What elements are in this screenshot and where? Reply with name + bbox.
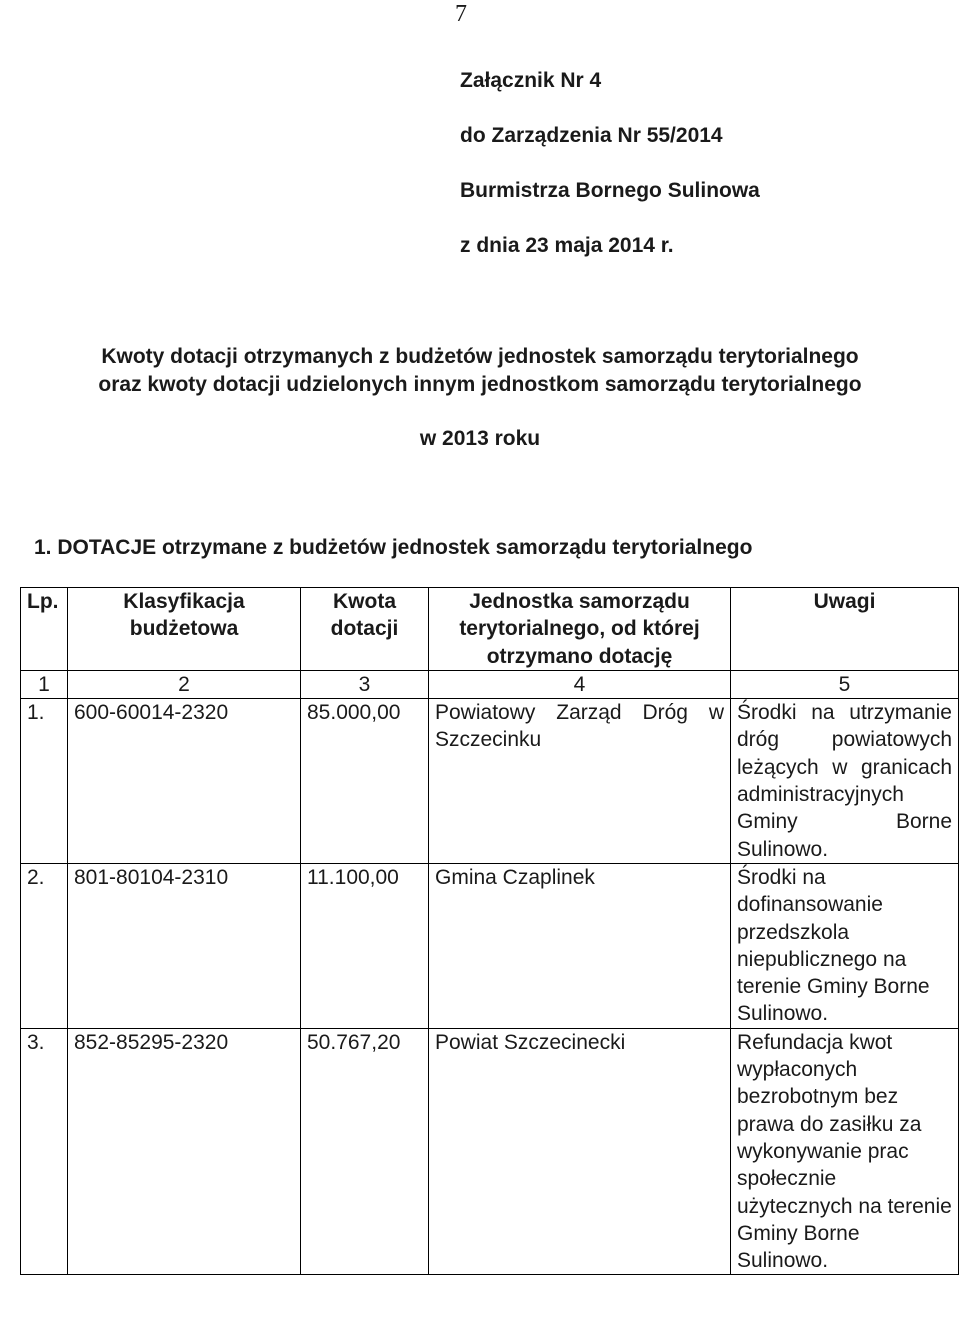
cell-jednostka: Gmina Czaplinek xyxy=(429,863,731,1028)
document-title-line-1: Kwoty dotacji otrzymanych z budżetów jednostek samorządu terytorialnego xyxy=(101,345,859,368)
annex-date: z dnia 23 maja 2014 r. xyxy=(460,234,674,257)
cell-klasyfikacja: 600-60014-2320 xyxy=(68,699,301,864)
annex-ordinance: do Zarządzenia Nr 55/2014 xyxy=(460,124,723,147)
cell-kwota: 50.767,20 xyxy=(301,1028,429,1275)
cell-klasyfikacja: 801-80104-2310 xyxy=(68,863,301,1028)
header-uwagi: Uwagi xyxy=(731,588,959,671)
cell-uwagi: Środki na dofinansowanie przedszkola niepublicznego na terenie Gminy Borne Sulinowo. xyxy=(731,863,959,1028)
header-kwota: Kwota dotacji xyxy=(301,588,429,671)
cell-uwagi: Środki na utrzymanie dróg powiatowych leżących w granicach administracyjnych Gminy Borne Sulinowo. xyxy=(731,699,959,864)
header-lp: Lp. xyxy=(21,588,68,671)
cell-jednostka: Powiatowy Zarząd Dróg w Szczecinku xyxy=(429,699,731,864)
column-number: 3 xyxy=(301,670,429,698)
header-klasyfikacja: Klasyfikacja budżetowa xyxy=(68,588,301,671)
column-number: 4 xyxy=(429,670,731,698)
column-number: 1 xyxy=(21,670,68,698)
table-row xyxy=(21,1028,959,1275)
cell-lp: 3. xyxy=(21,1028,68,1275)
cell-klasyfikacja: 852-85295-2320 xyxy=(68,1028,301,1275)
page-number: 7 xyxy=(455,1,467,27)
annex-number: Załącznik Nr 4 xyxy=(460,69,602,92)
cell-jednostka: Powiat Szczecinecki xyxy=(429,1028,731,1275)
cell-kwota: 11.100,00 xyxy=(301,863,429,1028)
table-row xyxy=(21,699,959,864)
column-number: 2 xyxy=(68,670,301,698)
table-row xyxy=(21,863,959,1028)
cell-lp: 2. xyxy=(21,863,68,1028)
table-header-row xyxy=(21,588,959,671)
cell-lp: 1. xyxy=(21,699,68,864)
column-number: 5 xyxy=(731,670,959,698)
annex-issuer: Burmistrza Bornego Sulinowa xyxy=(460,179,760,202)
header-jednostka: Jednostka samorządu terytorialnego, od której otrzymano dotację xyxy=(429,588,731,671)
document-title-line-2: oraz kwoty dotacji udzielonych innym jednostkom samorządu terytorialnego xyxy=(98,373,862,396)
grants-table xyxy=(20,587,959,1275)
document-title-year: w 2013 roku xyxy=(419,427,541,450)
section-heading: 1. DOTACJE otrzymane z budżetów jednostek samorządu terytorialnego xyxy=(34,536,753,559)
column-number-row xyxy=(21,670,959,698)
cell-uwagi: Refundacja kwot wypłaconych bezrobotnym bez prawa do zasiłku za wykonywanie prac społecznie użytecznych na terenie Gminy Borne Sulinowo. xyxy=(731,1028,959,1275)
cell-kwota: 85.000,00 xyxy=(301,699,429,864)
